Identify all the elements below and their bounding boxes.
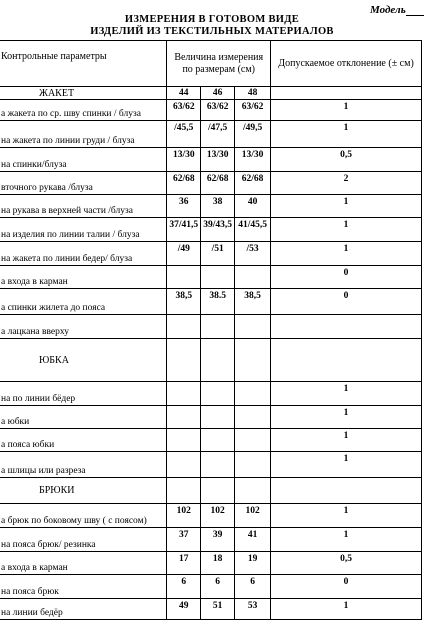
tolerance-cell: 1 bbox=[271, 121, 422, 148]
tolerance-cell: 1 bbox=[271, 599, 422, 620]
table-row bbox=[0, 315, 422, 339]
size-value-cell: 41 bbox=[235, 528, 271, 552]
tolerance-cell bbox=[271, 339, 422, 382]
size-value-cell: 39/43,5 bbox=[201, 218, 235, 242]
table-row bbox=[0, 429, 422, 452]
size-value-cell bbox=[235, 429, 271, 452]
size-value-cell bbox=[167, 382, 201, 406]
size-value-cell: 38 bbox=[201, 195, 235, 218]
param-label: а брюк по боковому шву ( с поясом) bbox=[0, 504, 167, 528]
size-value-cell: 6 bbox=[167, 575, 201, 599]
size-value-cell: 19 bbox=[235, 552, 271, 575]
tolerance-cell bbox=[271, 315, 422, 339]
size-value-cell: 38.5 bbox=[201, 289, 235, 315]
size-value-cell bbox=[167, 339, 201, 382]
table-row bbox=[0, 242, 422, 266]
table-row bbox=[0, 87, 422, 100]
size-value-cell: 102 bbox=[235, 504, 271, 528]
param-label: а жакета по ср. шву спинки / блуза bbox=[0, 100, 167, 121]
tolerance-cell: 1 bbox=[271, 195, 422, 218]
table-row bbox=[0, 452, 422, 478]
size-value-cell: 46 bbox=[201, 87, 235, 100]
doc-title-line1: ИЗМЕРЕНИЯ В ГОТОВОМ ВИДЕ bbox=[124, 14, 300, 25]
table-row bbox=[0, 100, 422, 121]
size-value-cell bbox=[201, 406, 235, 429]
table-row bbox=[0, 121, 422, 148]
tolerance-cell: 1 bbox=[271, 382, 422, 406]
tolerance-cell: 0,5 bbox=[271, 148, 422, 172]
param-label: на спинки/блуза bbox=[0, 148, 167, 172]
tolerance-cell: 2 bbox=[271, 172, 422, 195]
tolerance-cell: 0,5 bbox=[271, 552, 422, 575]
tolerance-cell: 1 bbox=[271, 504, 422, 528]
size-value-cell: /51 bbox=[201, 242, 235, 266]
size-value-cell: 44 bbox=[167, 87, 201, 100]
table-row bbox=[0, 504, 422, 528]
size-value-cell: 63/62 bbox=[201, 100, 235, 121]
tolerance-cell: 0 bbox=[271, 289, 422, 315]
param-label: на пояса брюк/ резинка bbox=[0, 528, 167, 552]
table-row bbox=[0, 382, 422, 406]
measurements-table bbox=[0, 40, 422, 620]
size-value-cell: 36 bbox=[167, 195, 201, 218]
param-label: а лацкана вверху bbox=[0, 315, 167, 339]
tolerance-cell: 1 bbox=[271, 218, 422, 242]
param-label: а юбки bbox=[0, 406, 167, 429]
sizes-header: Величина измерения по размерам (см) bbox=[167, 41, 271, 87]
tolerance-cell: 0 bbox=[271, 575, 422, 599]
size-value-cell: 37 bbox=[167, 528, 201, 552]
param-label: вточного рукава /блуза bbox=[0, 172, 167, 195]
param-label: на линии бедёр bbox=[0, 599, 167, 620]
size-value-cell: 38,5 bbox=[235, 289, 271, 315]
table-row bbox=[0, 148, 422, 172]
tolerance-cell: 1 bbox=[271, 100, 422, 121]
size-value-cell bbox=[201, 266, 235, 289]
size-value-cell: 63/62 bbox=[235, 100, 271, 121]
tolerance-cell bbox=[271, 478, 422, 504]
size-value-cell: 49 bbox=[167, 599, 201, 620]
table-row bbox=[0, 339, 422, 382]
tolerance-cell bbox=[271, 87, 422, 100]
param-label: а пояса юбки bbox=[0, 429, 167, 452]
param-label: на жакета по линии бедер/ блуза bbox=[0, 242, 167, 266]
size-value-cell: 48 bbox=[235, 87, 271, 100]
table-row bbox=[0, 172, 422, 195]
size-value-cell: 53 bbox=[235, 599, 271, 620]
param-label: на пояса брюк bbox=[0, 575, 167, 599]
size-value-cell: /53 bbox=[235, 242, 271, 266]
tolerance-cell: 1 bbox=[271, 429, 422, 452]
size-value-cell: 63/62 bbox=[167, 100, 201, 121]
param-label: а шлицы или разреза bbox=[0, 452, 167, 478]
size-value-cell bbox=[235, 452, 271, 478]
table-row bbox=[0, 552, 422, 575]
size-value-cell: /45,5 bbox=[167, 121, 201, 148]
size-value-cell bbox=[167, 452, 201, 478]
size-value-cell: 62/68 bbox=[201, 172, 235, 195]
params-header: Контрольные параметры bbox=[0, 41, 167, 87]
tolerance-header: Допускаемое отклонение (± см) bbox=[271, 41, 422, 87]
size-value-cell: 38,5 bbox=[167, 289, 201, 315]
size-value-cell: 102 bbox=[201, 504, 235, 528]
size-value-cell bbox=[235, 382, 271, 406]
size-value-cell: 13/30 bbox=[235, 148, 271, 172]
table-row bbox=[0, 195, 422, 218]
size-value-cell bbox=[167, 406, 201, 429]
size-value-cell bbox=[201, 315, 235, 339]
tolerance-cell: 1 bbox=[271, 528, 422, 552]
size-value-cell bbox=[201, 478, 235, 504]
size-value-cell: 62/68 bbox=[167, 172, 201, 195]
size-value-cell bbox=[167, 266, 201, 289]
section-label: ЮБКА bbox=[0, 339, 167, 382]
table-row bbox=[0, 599, 422, 620]
size-value-cell: 39 bbox=[201, 528, 235, 552]
model-label: Модель bbox=[370, 4, 424, 16]
tolerance-cell: 0 bbox=[271, 266, 422, 289]
size-value-cell: /49,5 bbox=[235, 121, 271, 148]
doc-title-line2: ИЗДЕЛИЙ ИЗ ТЕКСТИЛЬНЫХ МАТЕРИАЛОВ bbox=[90, 26, 334, 37]
table-row bbox=[0, 289, 422, 315]
param-label: на изделия по линии талии / блуза bbox=[0, 218, 167, 242]
param-label: на по линии бёдер bbox=[0, 382, 167, 406]
table-row bbox=[0, 478, 422, 504]
size-value-cell bbox=[167, 429, 201, 452]
size-value-cell bbox=[235, 339, 271, 382]
size-value-cell: 37/41,5 bbox=[167, 218, 201, 242]
size-value-cell: /47,5 bbox=[201, 121, 235, 148]
size-value-cell bbox=[201, 382, 235, 406]
param-label: а спинки жилета до пояса bbox=[0, 289, 167, 315]
size-value-cell bbox=[201, 339, 235, 382]
size-value-cell bbox=[201, 452, 235, 478]
param-label: а входа в карман bbox=[0, 266, 167, 289]
table-row bbox=[0, 266, 422, 289]
size-value-cell: 62/68 bbox=[235, 172, 271, 195]
tolerance-cell: 1 bbox=[271, 406, 422, 429]
size-value-cell: 17 bbox=[167, 552, 201, 575]
size-value-cell bbox=[167, 315, 201, 339]
section-label: ЖАКЕТ bbox=[0, 87, 167, 100]
table-header-row bbox=[0, 41, 422, 87]
size-value-cell: 51 bbox=[201, 599, 235, 620]
size-value-cell: /49 bbox=[167, 242, 201, 266]
tolerance-cell: 1 bbox=[271, 242, 422, 266]
size-value-cell bbox=[167, 478, 201, 504]
size-value-cell: 102 bbox=[167, 504, 201, 528]
param-label: на жакета по линии груди / блуза bbox=[0, 121, 167, 148]
size-value-cell: 6 bbox=[201, 575, 235, 599]
table-row bbox=[0, 218, 422, 242]
size-value-cell bbox=[235, 406, 271, 429]
size-value-cell bbox=[201, 429, 235, 452]
size-value-cell: 13/30 bbox=[167, 148, 201, 172]
section-label: БРЮКИ bbox=[0, 478, 167, 504]
size-value-cell bbox=[235, 315, 271, 339]
table-row bbox=[0, 406, 422, 429]
size-value-cell bbox=[235, 478, 271, 504]
size-value-cell: 13/30 bbox=[201, 148, 235, 172]
table-row bbox=[0, 575, 422, 599]
size-value-cell: 18 bbox=[201, 552, 235, 575]
param-label: на рукава в верхней части /блуза bbox=[0, 195, 167, 218]
table-row bbox=[0, 528, 422, 552]
size-value-cell: 6 bbox=[235, 575, 271, 599]
size-value-cell bbox=[235, 266, 271, 289]
param-label: а входа в карман bbox=[0, 552, 167, 575]
size-value-cell: 41/45,5 bbox=[235, 218, 271, 242]
tolerance-cell: 1 bbox=[271, 452, 422, 478]
size-value-cell: 40 bbox=[235, 195, 271, 218]
